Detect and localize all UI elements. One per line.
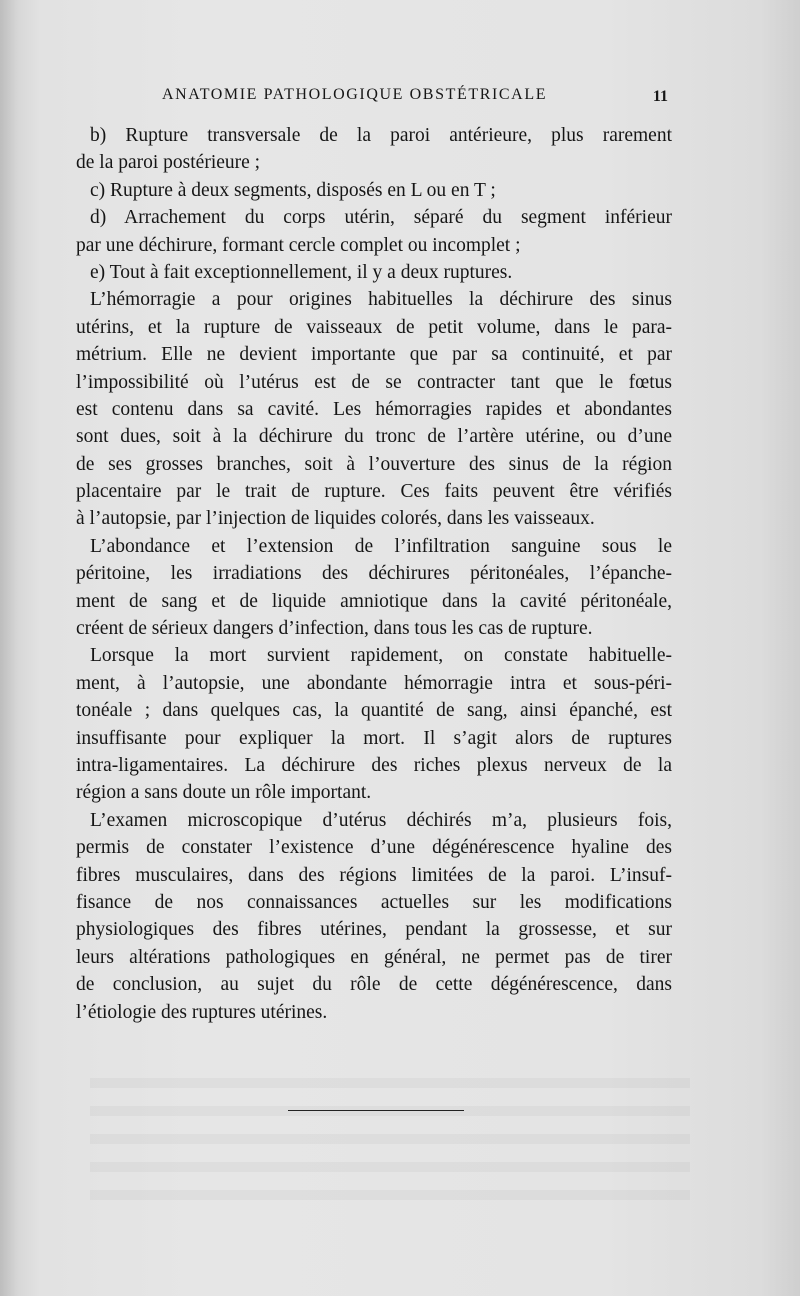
bleed-through-shadow [90,1060,690,1200]
text-line: intra-ligamentaires. La déchirure des riches plexus nerveux de la [76,754,672,776]
text-line: métrium. Elle ne devient importante que par sa continuité, et par [76,344,672,366]
text-line: permis de constater l’existence d’une dégénérescence hyaline des [76,837,672,859]
text-line: placentaire par le trait de rupture. Ces faits peuvent être vérifiés [76,481,672,503]
text-line: péritoine, les irradiations des déchirures péritonéales, l’épanche- [76,563,672,585]
text-line: e) Tout à fait exceptionnellement, il y a deux ruptures. [90,261,513,283]
text-line: par une déchirure, formant cercle complet ou incomplet ; [76,234,521,256]
text-line: insuffisante pour expliquer la mort. Il s’agit alors de ruptures [76,727,672,749]
text-line: L’hémorragie a pour origines habituelles la déchirure des sinus [90,289,672,311]
text-line: L’abondance et l’extension de l’infiltration sanguine sous le [90,535,672,557]
text-line: physiologiques des fibres utérines, pendant la grossesse, et sur [76,919,672,941]
text-line: à l’autopsie, par l’injection de liquides colorés, dans les vaisseaux. [76,508,595,530]
text-line: de conclusion, au sujet du rôle de cette dégénérescence, dans [76,974,672,996]
page-number: 11 [652,88,668,105]
text-line: tonéale ; dans quelques cas, la quantité de sang, ainsi épanché, est [76,700,672,722]
section-end-rule [288,1110,464,1111]
text-line: ment de sang et de liquide amniotique dans la cavité péritonéale, [76,590,672,612]
text-line: Lorsque la mort survient rapidement, on constate habituelle- [90,645,672,667]
text-line: b) Rupture transversale de la paroi antérieure, plus rarement [90,125,672,146]
running-title: ANATOMIE PATHOLOGIQUE OBSTÉTRICALE [162,86,548,103]
text-line: de la paroi postérieure ; [76,152,261,174]
body-text [76,122,672,1026]
page-header [76,86,668,110]
text-line: ment, à l’autopsie, une abondante hémorragie intra et sous-péri- [76,672,672,694]
text-line: d) Arrachement du corps utérin, séparé du segment inférieur [90,207,672,229]
text-line: fisance de nos connaissances actuelles sur les modifications [76,891,672,913]
text-line: c) Rupture à deux segments, disposés en L ou en T ; [90,179,496,201]
text-line: de ses grosses branches, soit à l’ouverture des sinus de la région [76,453,672,475]
text-line: L’examen microscopique d’utérus déchirés m’a, plusieurs fois, [90,809,672,831]
text-line: l’étiologie des ruptures utérines. [76,1001,328,1023]
text-line: créent de sérieux dangers d’infection, dans tous les cas de rupture. [76,618,593,640]
text-line: leurs altérations pathologiques en général, ne permet pas de tirer [76,946,672,968]
text-line: fibres musculaires, dans des régions limitées de la paroi. L’insuf- [76,864,672,886]
text-line: sont dues, soit à la déchirure du tronc de l’artère utérine, ou d’une [76,426,672,448]
text-line: utérins, et la rupture de vaisseaux de petit volume, dans le para- [76,316,672,338]
text-line: région a sans doute un rôle important. [76,782,372,804]
text-line: l’impossibilité où l’utérus est de se contracter tant que le fœtus [76,371,672,393]
text-line: est contenu dans sa cavité. Les hémorragies rapides et abondantes [76,398,672,420]
